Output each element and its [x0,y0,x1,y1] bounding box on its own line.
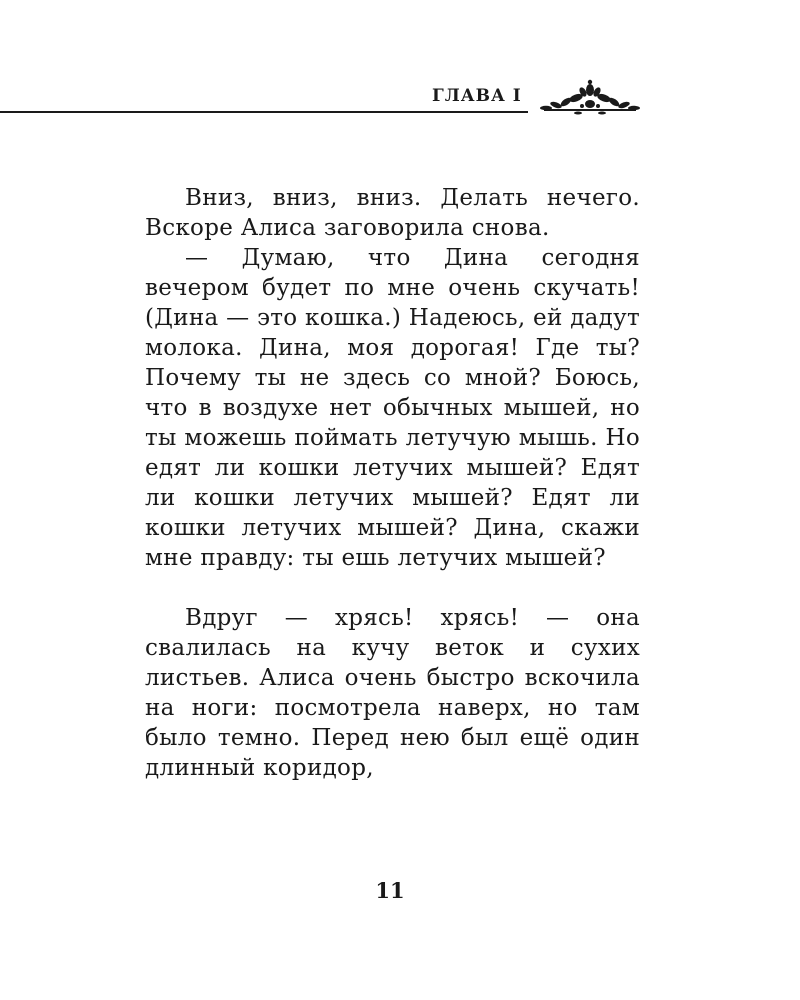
running-header [0,72,800,122]
chapter-body-text [145,183,640,783]
paragraph: Вдруг — хрясь! хрясь! — она свалилась на кучу веток и сухих листьев. Алиса очень быстро вскочила на ноги: посмотрела наверх, но там было темно. Перед нею был ещё один длинный коридор, [145,605,640,781]
page-number: 11 [375,878,405,903]
paragraph: Вниз, вниз, вниз. Делать нечего. Вскоре Алиса заговорила снова. [145,185,640,241]
header-rule [0,111,528,113]
chapter-title: ГЛАВА I [432,86,522,106]
paragraph: — Думаю, что Дина сегодня вечером будет по мне очень скучать! (Дина — это кошка.) Надеюсь, ей дадут молока. Дина, моя дорогая! Где ты? Почему ты не здесь со мной? Боюсь, что в воздухе нет обычных мышей, но ты можешь поймать летучую мышь. Но едят ли кошки летучих мышей? Едят ли кошки летучих мышей? Едят ли кошки летучих мышей? Дина, скажи мне правду: ты ешь летучих мышей? [145,245,640,571]
floral-ornament-icon [538,78,642,116]
